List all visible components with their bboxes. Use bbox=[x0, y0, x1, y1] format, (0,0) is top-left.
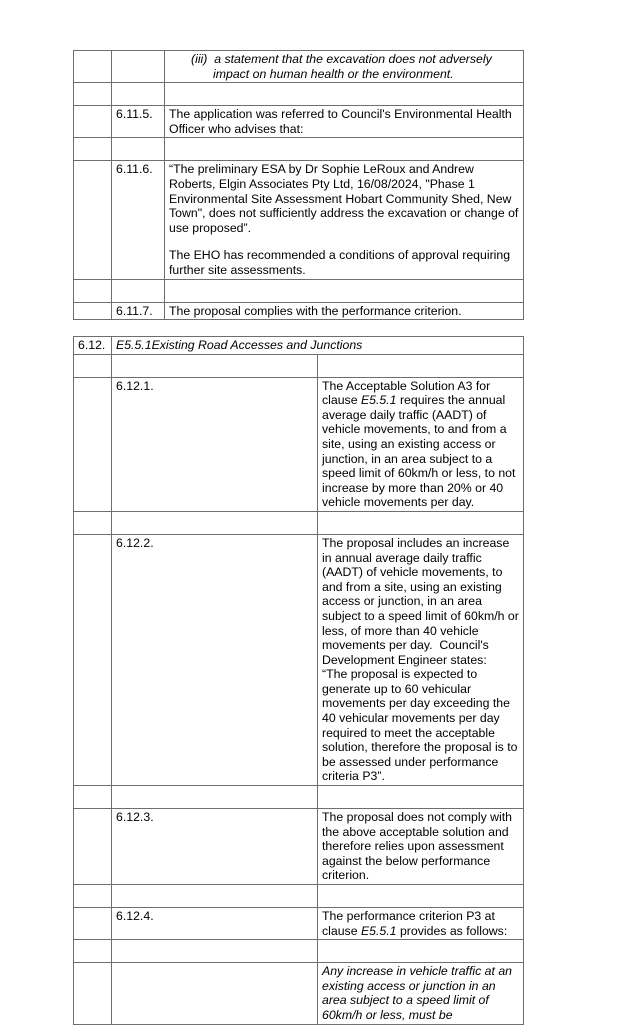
spacer-row bbox=[74, 83, 524, 106]
paragraph-text: The proposal does not comply with the above acceptable solution and therefore relies upon assessment against the below performance criterion. bbox=[318, 809, 524, 885]
spacer-row bbox=[74, 279, 524, 302]
paragraph-number: 6.11.5. bbox=[112, 106, 165, 138]
table-row bbox=[74, 161, 524, 279]
quote-text: “The proposal is expected to generate up to 60 vehicular movements per day exceeding the 40 vehicular movements per day required to meet the acceptable solution, therefore the proposal is to be assessed under performance criteria P3”. bbox=[322, 667, 518, 784]
sub-item-iii bbox=[169, 52, 519, 81]
spacer-row bbox=[74, 885, 524, 908]
section-number: 6.12. bbox=[74, 337, 112, 355]
paragraph-number: 6.12.1. bbox=[112, 377, 318, 511]
paragraph-text: The Acceptable Solution A3 for clause E5.5.1 requires the annual average daily traffic (AADT) of vehicle movements, to and from a site, using an existing access or junction, in an area subject to a speed limit of 60km/h or less, to not increase by more than 20% or 40 vehicle movements per day. bbox=[318, 377, 524, 511]
table-row bbox=[74, 51, 524, 83]
table-row bbox=[74, 534, 524, 785]
table-row bbox=[74, 908, 524, 940]
table-row bbox=[74, 377, 524, 511]
paragraph-text: The performance criterion P3 at clause E5.5.1 provides as follows: bbox=[318, 908, 524, 940]
sub-item-numeral: (iii) bbox=[191, 52, 208, 66]
table-row bbox=[74, 106, 524, 138]
table-row bbox=[74, 302, 524, 320]
table-row bbox=[74, 809, 524, 885]
spacer-row bbox=[74, 354, 524, 377]
spacer-row bbox=[74, 511, 524, 534]
quote-text: “The preliminary ESA by Dr Sophie LeRoux and Andrew Roberts, Elgin Associates Pty Ltd, 16/08/2024, "Phase 1 Environmental Site Assessment Hobart Community Shed, New Town", does not sufficiently address the excavation or change of use proposed”. bbox=[169, 162, 519, 235]
sub-item-text: a statement that the excavation does not adversely impact on human health or the environment. bbox=[213, 52, 492, 81]
section-title: E5.5.1Existing Road Accesses and Junctions bbox=[112, 337, 524, 355]
paragraph-text: The application was referred to Council's Environmental Health Officer who advises that: bbox=[165, 106, 524, 138]
paragraph-number: 6.12.4. bbox=[112, 908, 318, 940]
table-road-access bbox=[73, 336, 524, 1025]
paragraph-number: 6.11.6. bbox=[112, 161, 165, 279]
criterion-text: Any increase in vehicle traffic at an existing access or junction in an area subject to a speed limit of 60km/h or less, must be bbox=[318, 963, 524, 1024]
paragraph-number: 6.12.3. bbox=[112, 809, 318, 885]
spacer-row bbox=[74, 138, 524, 161]
paragraph-text: The proposal includes an increase in annual average daily traffic (AADT) of vehicle movements, to and from a site, using an existing access or junction, in an area subject to a speed limit of 60km/h or less, of more than 40 vehicle movements per day. Council's Development Engineer states: bbox=[322, 535, 523, 667]
paragraph-number: 6.12.2. bbox=[112, 534, 318, 785]
note-text: The EHO has recommended a conditions of approval requiring further site assessments. bbox=[169, 248, 511, 277]
paragraph-number: 6.11.7. bbox=[112, 302, 165, 320]
spacer-row bbox=[74, 940, 524, 963]
spacer-row bbox=[74, 786, 524, 809]
table-environmental bbox=[73, 50, 524, 320]
table-row bbox=[74, 963, 524, 1024]
paragraph-text: The proposal complies with the performance criterion. bbox=[165, 302, 524, 320]
section-heading-row bbox=[74, 337, 524, 355]
